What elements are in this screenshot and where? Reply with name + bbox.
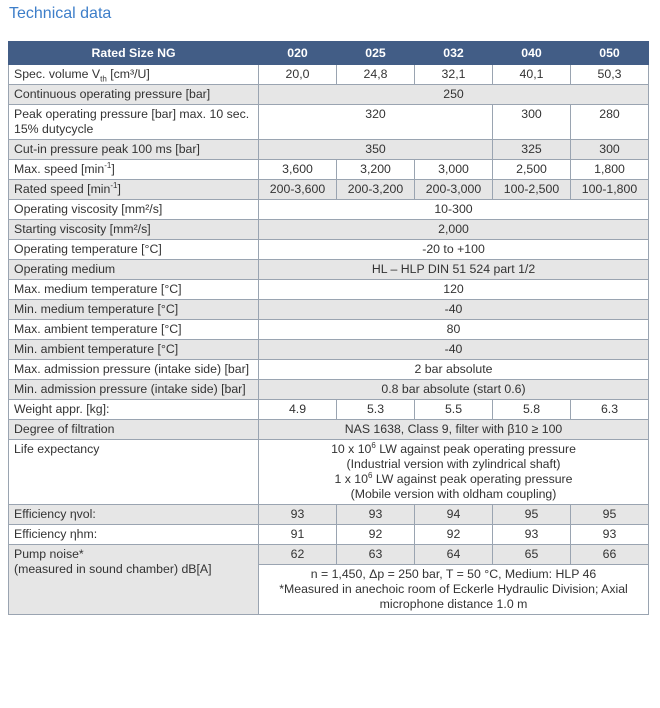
header-label: Rated Size NG (9, 42, 259, 65)
cell-value: 2,500 (493, 160, 571, 180)
technical-data-table (8, 41, 649, 615)
cell-value: 93 (259, 505, 337, 525)
row-label: Rated speed $[\min^{-1}]$ (9, 180, 259, 200)
row-label: Spec. volume $V_{th}$ [cm³/U] (9, 65, 259, 85)
cell-value: 92 (415, 525, 493, 545)
table-row (9, 400, 649, 420)
cell-value: -20 to +100 (259, 240, 649, 260)
cell-value: NAS 1638, Class 9, filter with β10 ≥ 100 (259, 420, 649, 440)
row-label: Operating viscosity [mm²/s] (9, 200, 259, 220)
row-label: Max. speed $[\min^{-1}]$ (9, 160, 259, 180)
row-label: Continuous operating pressure [bar] (9, 85, 259, 105)
cell-value: 3,200 (337, 160, 415, 180)
cell-value: 64 (415, 545, 493, 565)
cell-value: 6.3 (571, 400, 649, 420)
cell-value: 200-3,200 (337, 180, 415, 200)
cell-value: 1,800 (571, 160, 649, 180)
cell-value (259, 440, 649, 505)
cell-value: 5.5 (415, 400, 493, 420)
row-label: Min. admission pressure (intake side) [bar] (9, 380, 259, 400)
cell-value: 300 (493, 105, 571, 140)
table-row (9, 440, 649, 505)
cell-value: 2 bar absolute (259, 360, 649, 380)
cell-value: 10-300 (259, 200, 649, 220)
table-row (9, 505, 649, 525)
life-line: 10 x $10^6$ LW against peak operating pressure (331, 440, 576, 456)
cell-value: 3,600 (259, 160, 337, 180)
row-label: Max. ambient temperature [°C] (9, 320, 259, 340)
table-row (9, 240, 649, 260)
cell-value: 5.8 (493, 400, 571, 420)
row-label: Max. admission pressure (intake side) [bar] (9, 360, 259, 380)
table-row (9, 300, 649, 320)
row-label: Min. ambient temperature [°C] (9, 340, 259, 360)
cell-value: 63 (337, 545, 415, 565)
cell-value: 100-2,500 (493, 180, 571, 200)
row-label: Starting viscosity [mm²/s] (9, 220, 259, 240)
cell-value: 350 (259, 140, 493, 160)
cell-value: 24,8 (337, 65, 415, 85)
cell-value: 3,000 (415, 160, 493, 180)
cell-value: 200-3,600 (259, 180, 337, 200)
cell-value: 4.9 (259, 400, 337, 420)
cell-value: 93 (337, 505, 415, 525)
life-line: (Industrial version with zylindrical shaft) (346, 457, 561, 471)
row-label: Peak operating pressure [bar] max. 10 sec. 15% dutycycle (9, 105, 259, 140)
table-row (9, 180, 649, 200)
cell-value: 320 (259, 105, 493, 140)
cell-value: 20,0 (259, 65, 337, 85)
cell-value: 40,1 (493, 65, 571, 85)
noise-note: n = 1,450, Δp = 250 bar, T = 50 °C, Medium: HLP 46 *Measured in anechoic room of Eckerle Hydraulic Division; Axial microphone distance 1.0 m (259, 565, 649, 615)
cell-value: 2,000 (259, 220, 649, 240)
table-row (9, 220, 649, 240)
cell-value: 66 (571, 545, 649, 565)
cell-value: 0.8 bar absolute (start 0.6) (259, 380, 649, 400)
row-label: Max. medium temperature [°C] (9, 280, 259, 300)
cell-value: 65 (493, 545, 571, 565)
row-label: Operating temperature [°C] (9, 240, 259, 260)
table-row (9, 380, 649, 400)
cell-value: 5.3 (337, 400, 415, 420)
cell-value: 91 (259, 525, 337, 545)
cell-value: 200-3,000 (415, 180, 493, 200)
cell-value: -40 (259, 300, 649, 320)
cell-value: 120 (259, 280, 649, 300)
table-row (9, 420, 649, 440)
row-label: Weight appr. [kg]: (9, 400, 259, 420)
cell-value: 250 (259, 85, 649, 105)
cell-value: 32,1 (415, 65, 493, 85)
table-row (9, 360, 649, 380)
table-row (9, 525, 649, 545)
life-line: 1 x $10^6$ LW against peak operating pressure (334, 470, 573, 486)
table-row (9, 65, 649, 85)
row-label: Min. medium temperature [°C] (9, 300, 259, 320)
page-title: Technical data (9, 5, 112, 22)
row-label: Efficiency ηhm: (9, 525, 259, 545)
life-line: (Mobile version with oldham coupling) (350, 487, 557, 501)
row-label: Efficiency ηvol: (9, 505, 259, 525)
cell-value: 62 (259, 545, 337, 565)
header-size: 032 (415, 42, 493, 65)
table-row (9, 280, 649, 300)
cell-value: 100-1,800 (571, 180, 649, 200)
row-label: Degree of filtration (9, 420, 259, 440)
cell-value: HL – HLP DIN 51 524 part 1/2 (259, 260, 649, 280)
table-row (9, 545, 649, 565)
cell-value: 92 (337, 525, 415, 545)
cell-value: 300 (571, 140, 649, 160)
cell-value: 95 (571, 505, 649, 525)
cell-value: 95 (493, 505, 571, 525)
row-label: Cut-in pressure peak 100 ms [bar] (9, 140, 259, 160)
cell-value: 93 (571, 525, 649, 545)
table-row (9, 320, 649, 340)
row-label: Pump noise* (measured in sound chamber) dB[A] (9, 545, 259, 615)
cell-value: 325 (493, 140, 571, 160)
table-row (9, 160, 649, 180)
table-row (9, 140, 649, 160)
table-row (9, 340, 649, 360)
cell-value: 50,3 (571, 65, 649, 85)
cell-value: 280 (571, 105, 649, 140)
table-row (9, 200, 649, 220)
cell-value: -40 (259, 340, 649, 360)
row-label: Life expectancy (9, 440, 259, 505)
header-size: 040 (493, 42, 571, 65)
header-size: 050 (571, 42, 649, 65)
header-size: 025 (337, 42, 415, 65)
header-row (9, 42, 649, 65)
row-label: Operating medium (9, 260, 259, 280)
table-row (9, 85, 649, 105)
cell-value: 93 (493, 525, 571, 545)
table-row (9, 260, 649, 280)
table-row (9, 105, 649, 140)
header-size: 020 (259, 42, 337, 65)
cell-value: 80 (259, 320, 649, 340)
cell-value: 94 (415, 505, 493, 525)
